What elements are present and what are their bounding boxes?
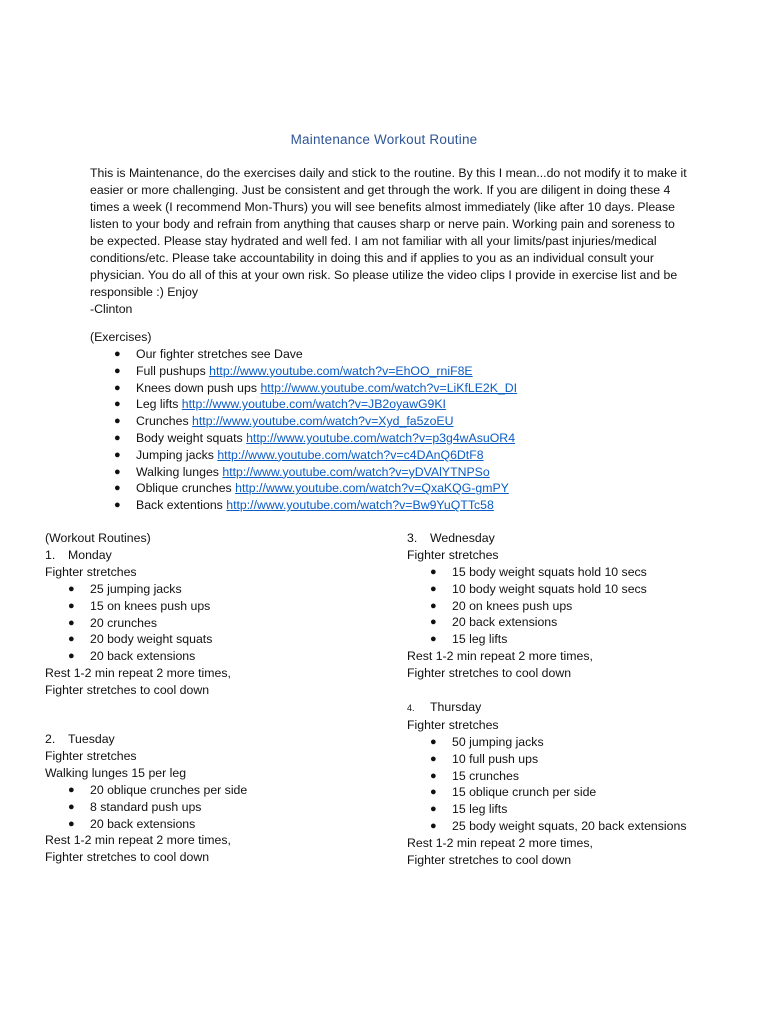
bullet-icon: ● [68,583,75,595]
exercise-video-link[interactable]: http://www.youtube.com/watch?v=Bw9YuQTTc58 [226,498,494,513]
exercise-item [114,430,517,447]
exercise-item [114,497,517,514]
routine-item-text: 15 leg lifts [452,802,508,817]
routine-post-line: Fighter stretches to cool down [45,850,210,865]
routines-heading: (Workout Routines) [45,531,151,545]
routine-item-text: 8 standard push ups [90,799,202,814]
routine-post-line: Rest 1-2 min repeat 2 more times, [45,665,231,680]
routine-item-text: 15 oblique crunch per side [452,785,597,800]
exercise-video-link[interactable]: http://www.youtube.com/watch?v=JB2oyawG9KI [181,397,446,412]
routine-item [68,799,375,816]
routine-item [430,751,747,768]
routine-item-text: 10 body weight squats hold 10 secs [452,581,647,596]
routine-item-text: 25 body weight squats, 20 back extensions [452,818,687,833]
routine-item [430,768,747,785]
exercise-name: Crunches [136,414,193,429]
bullet-icon: ● [114,482,121,495]
bullet-icon: ● [114,431,121,444]
bullet-icon: ● [430,599,437,612]
routine-post-line: Fighter stretches to cool down [407,852,572,867]
routine-item [68,648,375,665]
day-name: Tuesday [68,731,115,746]
routine-pre-line: Fighter stretches [407,548,499,562]
bullet-icon: ● [430,819,437,832]
day-heading-tuesday [45,731,375,748]
routine-pre-line: Fighter stretches [407,717,499,732]
exercise-name: Walking lunges [136,464,223,479]
exercise-name: Body weight squats [136,430,247,445]
exercise-video-link[interactable]: http://www.youtube.com/watch?v=EhOO_rniF8E [209,363,473,378]
routine-item-text: 25 jumping jacks [90,582,182,596]
day-number: 2. [45,731,56,746]
routine-item [430,581,747,598]
exercise-video-link[interactable]: http://www.youtube.com/watch?v=c4DAnQ6DtF8 [217,447,484,462]
routine-item-text: 20 back extensions [90,649,196,664]
bullet-icon: ● [114,448,121,461]
bullet-icon: ● [430,633,437,646]
routine-item-text: 20 back extensions [90,816,196,831]
bullet-icon: ● [430,769,437,782]
exercise-item [114,464,517,481]
routine-item-text: 15 crunches [452,768,519,783]
exercise-item [114,480,517,497]
routine-item-text: 20 on knees push ups [452,598,573,613]
bullet-icon: ● [430,786,437,799]
exercise-item [114,413,517,430]
exercise-item [114,380,518,397]
day-name: Monday [68,548,112,562]
routine-pre-line: Fighter stretches [45,748,137,763]
routines-left-column [45,530,375,866]
day-name: Wednesday [430,531,495,545]
routine-pre-line: Walking lunges 15 per leg [45,765,187,780]
exercise-item [114,396,517,413]
day-heading-monday [45,547,375,564]
exercise-name: Our fighter stretches see Dave [136,347,303,361]
exercise-list [114,346,518,514]
routine-item [430,598,747,615]
bullet-icon: ● [68,817,75,830]
routine-item-text: 20 oblique crunches per side [90,782,248,797]
routine-item-text: 20 crunches [90,615,157,630]
bullet-icon: ● [68,616,75,629]
bullet-icon: ● [114,398,121,411]
routine-post-line: Fighter stretches to cool down [45,682,210,697]
signature: -Clinton [90,302,133,316]
routine-item [430,631,747,648]
day-heading-wednesday [407,530,747,547]
routine-post-line: Rest 1-2 min repeat 2 more times, [407,648,593,663]
intro-text [90,165,690,318]
monday-exercise-list [68,581,375,665]
bullet-icon: ● [114,348,121,360]
routine-item [68,581,375,598]
bullet-icon: ● [430,803,437,816]
bullet-icon: ● [68,650,75,663]
routine-item [430,734,747,751]
exercise-name: Jumping jacks [136,447,218,462]
routine-item-text: 15 on knees push ups [90,598,211,613]
exercises-heading: (Exercises) [90,330,152,344]
exercise-name: Back extentions [136,498,227,513]
exercise-item [114,346,517,363]
routine-post-line: Rest 1-2 min repeat 2 more times, [45,833,231,848]
routine-pre-line: Fighter stretches [45,565,137,579]
routine-item-text: 20 body weight squats [90,632,213,647]
routine-post-line: Rest 1-2 min repeat 2 more times, [407,835,593,850]
day-number: 1. [45,548,56,562]
bullet-icon: ● [114,415,121,428]
bullet-icon: ● [114,381,121,394]
routine-item [68,598,375,615]
routine-item [430,784,747,801]
exercise-name: Oblique crunches [136,481,236,496]
exercise-video-link[interactable]: http://www.youtube.com/watch?v=yDVAlYTNPSo [222,464,490,479]
exercise-name: Leg lifts [136,397,182,412]
page-title: Maintenance Workout Routine [290,132,478,147]
exercise-name: Full pushups [136,363,210,378]
bullet-icon: ● [430,735,437,748]
routine-item-text: 10 full push ups [452,751,539,766]
exercise-video-link[interactable]: http://www.youtube.com/watch?v=QxaKQG-gmPY [235,481,509,496]
exercise-name: Knees down push ups [136,380,261,395]
routines-right-column [407,530,747,869]
routine-item-text: 15 body weight squats hold 10 secs [452,565,647,579]
bullet-icon: ● [430,582,437,595]
routine-item [430,801,747,818]
day-name: Thursday [430,699,482,714]
routine-item-text: 20 back extensions [452,615,558,630]
intro-paragraph: This is Maintenance, do the exercises daily and stick to the routine. By this I mean...do not modify it to make it easier or more challenging. Just be consistent and get through the work. If you are diligent in doing these 4 times a week (I recommend Mon-Thurs) you will see benefits almost immediately (like after 10 days. Please listen to your body and refrain from anything that causes sharp or nerve pain. Working pain and soreness to be expected. Please stay hydrated and well fed. I am not familiar with all your limits/past injuries/medical conditions/etc. Please take accountability in doing this and if applies to you as an individual consult your physician. You do all of this at your own risk. So please utilize the video clips I provide in exercise list and be responsible :) Enjoy [90,166,687,299]
day-heading-thursday [407,699,747,717]
routine-item [68,816,375,833]
bullet-icon: ● [68,800,75,813]
exercise-video-link[interactable]: http://www.youtube.com/watch?v=Xyd_fa5zoEU [192,414,454,429]
bullet-icon: ● [114,364,121,377]
bullet-icon: ● [68,783,75,796]
thursday-exercise-list [430,734,747,835]
routine-item [68,615,375,632]
exercise-item [114,447,517,464]
bullet-icon: ● [114,499,121,512]
routine-item [430,564,747,581]
routine-item [68,782,375,799]
routine-item [430,818,747,835]
bullet-icon: ● [68,633,75,646]
bullet-icon: ● [430,752,437,765]
tuesday-exercise-list [68,782,375,832]
routine-post-line: Fighter stretches to cool down [407,665,572,680]
routine-item [68,631,375,648]
routine-item-text: 50 jumping jacks [452,734,544,749]
bullet-icon: ● [68,599,75,612]
day-number: 3. [407,531,418,545]
exercise-video-link[interactable]: http://www.youtube.com/watch?v=p3g4wAsuOR4 [246,430,516,445]
day-number: 4. [407,702,415,713]
routine-item [430,614,747,631]
exercise-video-link[interactable]: http://www.youtube.com/watch?v=LiKfLE2K_DI [260,380,518,395]
bullet-icon: ● [114,465,121,478]
wednesday-exercise-list [430,564,747,648]
bullet-icon: ● [430,616,437,629]
bullet-icon: ● [430,566,437,578]
routine-item-text: 15 leg lifts [452,632,508,647]
exercise-item [114,363,517,380]
